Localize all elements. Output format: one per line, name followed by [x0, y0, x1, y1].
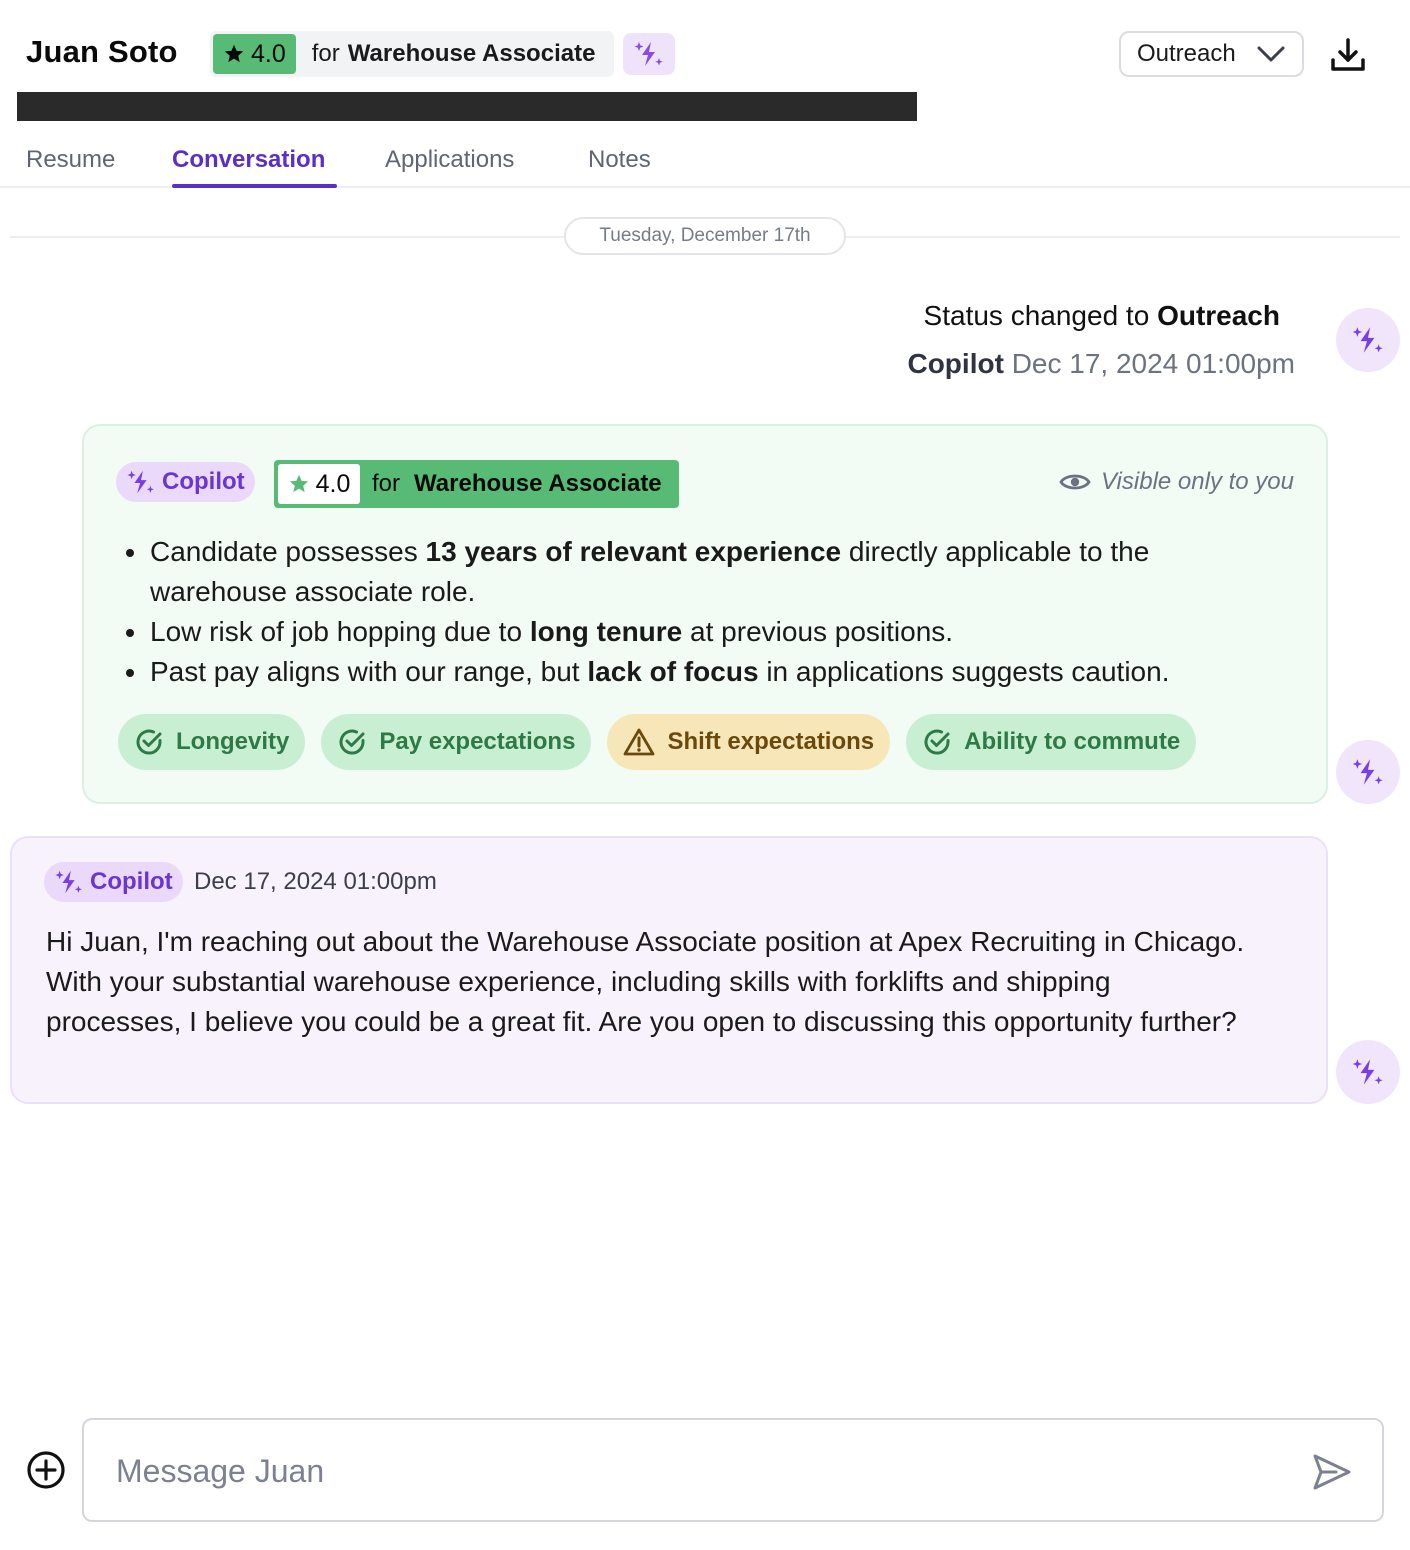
message-input[interactable]	[116, 1446, 1276, 1496]
candidate-rating-pill	[210, 31, 614, 77]
criteria-chips	[118, 714, 1196, 770]
sparkle-icon	[633, 38, 665, 70]
sparkle-icon	[1351, 323, 1385, 357]
sparkle-icon	[54, 867, 84, 897]
check-circle-icon	[922, 727, 952, 757]
candidate-name: Juan Soto	[26, 34, 178, 69]
tab-notes[interactable]: Notes	[588, 146, 651, 173]
star-icon	[223, 43, 245, 65]
eye-icon	[1059, 470, 1091, 494]
chip-pay-expectations[interactable]: Pay expectations	[321, 714, 591, 770]
status-dropdown-value: Outreach	[1137, 40, 1236, 67]
list-item: Past pay aligns with our range, but lack of focus in applications suggests caution.	[122, 652, 1282, 692]
status-change-meta	[907, 348, 1295, 380]
sparkle-icon	[1351, 1055, 1385, 1089]
insight-rating-pill	[274, 460, 679, 508]
visibility-note	[1059, 468, 1294, 496]
chip-ability-to-commute[interactable]: Ability to commute	[906, 714, 1196, 770]
sparkle-icon	[1351, 755, 1385, 789]
rating-score	[213, 34, 296, 74]
send-button[interactable]	[1310, 1450, 1354, 1494]
status-change-text: Status changed to	[923, 300, 1150, 331]
tab-applications[interactable]: Applications	[385, 146, 515, 173]
send-icon	[1310, 1450, 1354, 1494]
download-icon	[1329, 36, 1367, 74]
visibility-text: Visible only to you	[1100, 468, 1294, 495]
message-composer	[82, 1418, 1384, 1522]
status-change-timestamp: Dec 17, 2024 01:00pm	[1011, 348, 1295, 379]
sparkle-icon	[126, 467, 156, 497]
date-divider: Tuesday, December 17th	[564, 217, 846, 255]
copilot-avatar	[1336, 308, 1400, 372]
chip-shift-expectations[interactable]: Shift expectations	[607, 714, 890, 770]
status-change-value: Outreach	[1157, 300, 1280, 331]
list-item: Candidate possesses 13 years of relevant experience directly applicable to the warehouse associate role.	[122, 532, 1282, 612]
rating-value: 4.0	[251, 39, 286, 68]
active-tab-indicator	[172, 184, 337, 188]
insight-for-label: for	[372, 470, 401, 497]
insight-role: Warehouse Associate	[414, 470, 662, 497]
rating-for-label: for	[311, 40, 340, 67]
copilot-message-card	[10, 836, 1328, 1104]
status-dropdown[interactable]	[1119, 31, 1304, 77]
copilot-tag-label: Copilot	[162, 468, 245, 495]
copilot-avatar	[1336, 740, 1400, 804]
insight-rating-score	[278, 464, 360, 504]
copilot-avatar	[1336, 1040, 1400, 1104]
copilot-tag-label: Copilot	[90, 868, 173, 895]
copilot-tag	[44, 862, 183, 902]
status-change-author: Copilot	[907, 348, 1004, 379]
plus-circle-icon	[26, 1450, 66, 1490]
status-change-event	[924, 300, 1280, 332]
star-icon	[288, 473, 310, 495]
message-body: Hi Juan, I'm reaching out about the Warehouse Associate position at Apex Recruiting in Chicago. With your substantial warehouse experience, including skills with forklifts and shipping processes, I believe you could be a great fit. Are you open to discussing this opportunity further?	[46, 926, 1245, 1037]
chevron-down-icon	[1256, 44, 1286, 64]
copilot-tag	[116, 462, 255, 502]
rating-role: Warehouse Associate	[347, 40, 596, 67]
copilot-sparkle-button[interactable]	[623, 33, 675, 75]
message-timestamp: Dec 17, 2024 01:00pm	[194, 868, 437, 895]
insight-bullets	[122, 532, 1282, 692]
tab-bar	[0, 140, 1410, 188]
chip-longevity[interactable]: Longevity	[118, 714, 305, 770]
redacted-bar	[17, 92, 917, 121]
check-circle-icon	[337, 727, 367, 757]
warning-triangle-icon	[623, 727, 655, 757]
tab-resume[interactable]: Resume	[26, 146, 116, 173]
insight-rating-value: 4.0	[315, 469, 351, 498]
copilot-insight-card	[82, 424, 1328, 804]
attach-button[interactable]	[26, 1450, 66, 1490]
download-button[interactable]	[1326, 33, 1370, 77]
list-item: Low risk of job hopping due to long tenure at previous positions.	[122, 612, 1282, 652]
tab-conversation[interactable]: Conversation	[172, 146, 326, 173]
check-circle-icon	[134, 727, 164, 757]
